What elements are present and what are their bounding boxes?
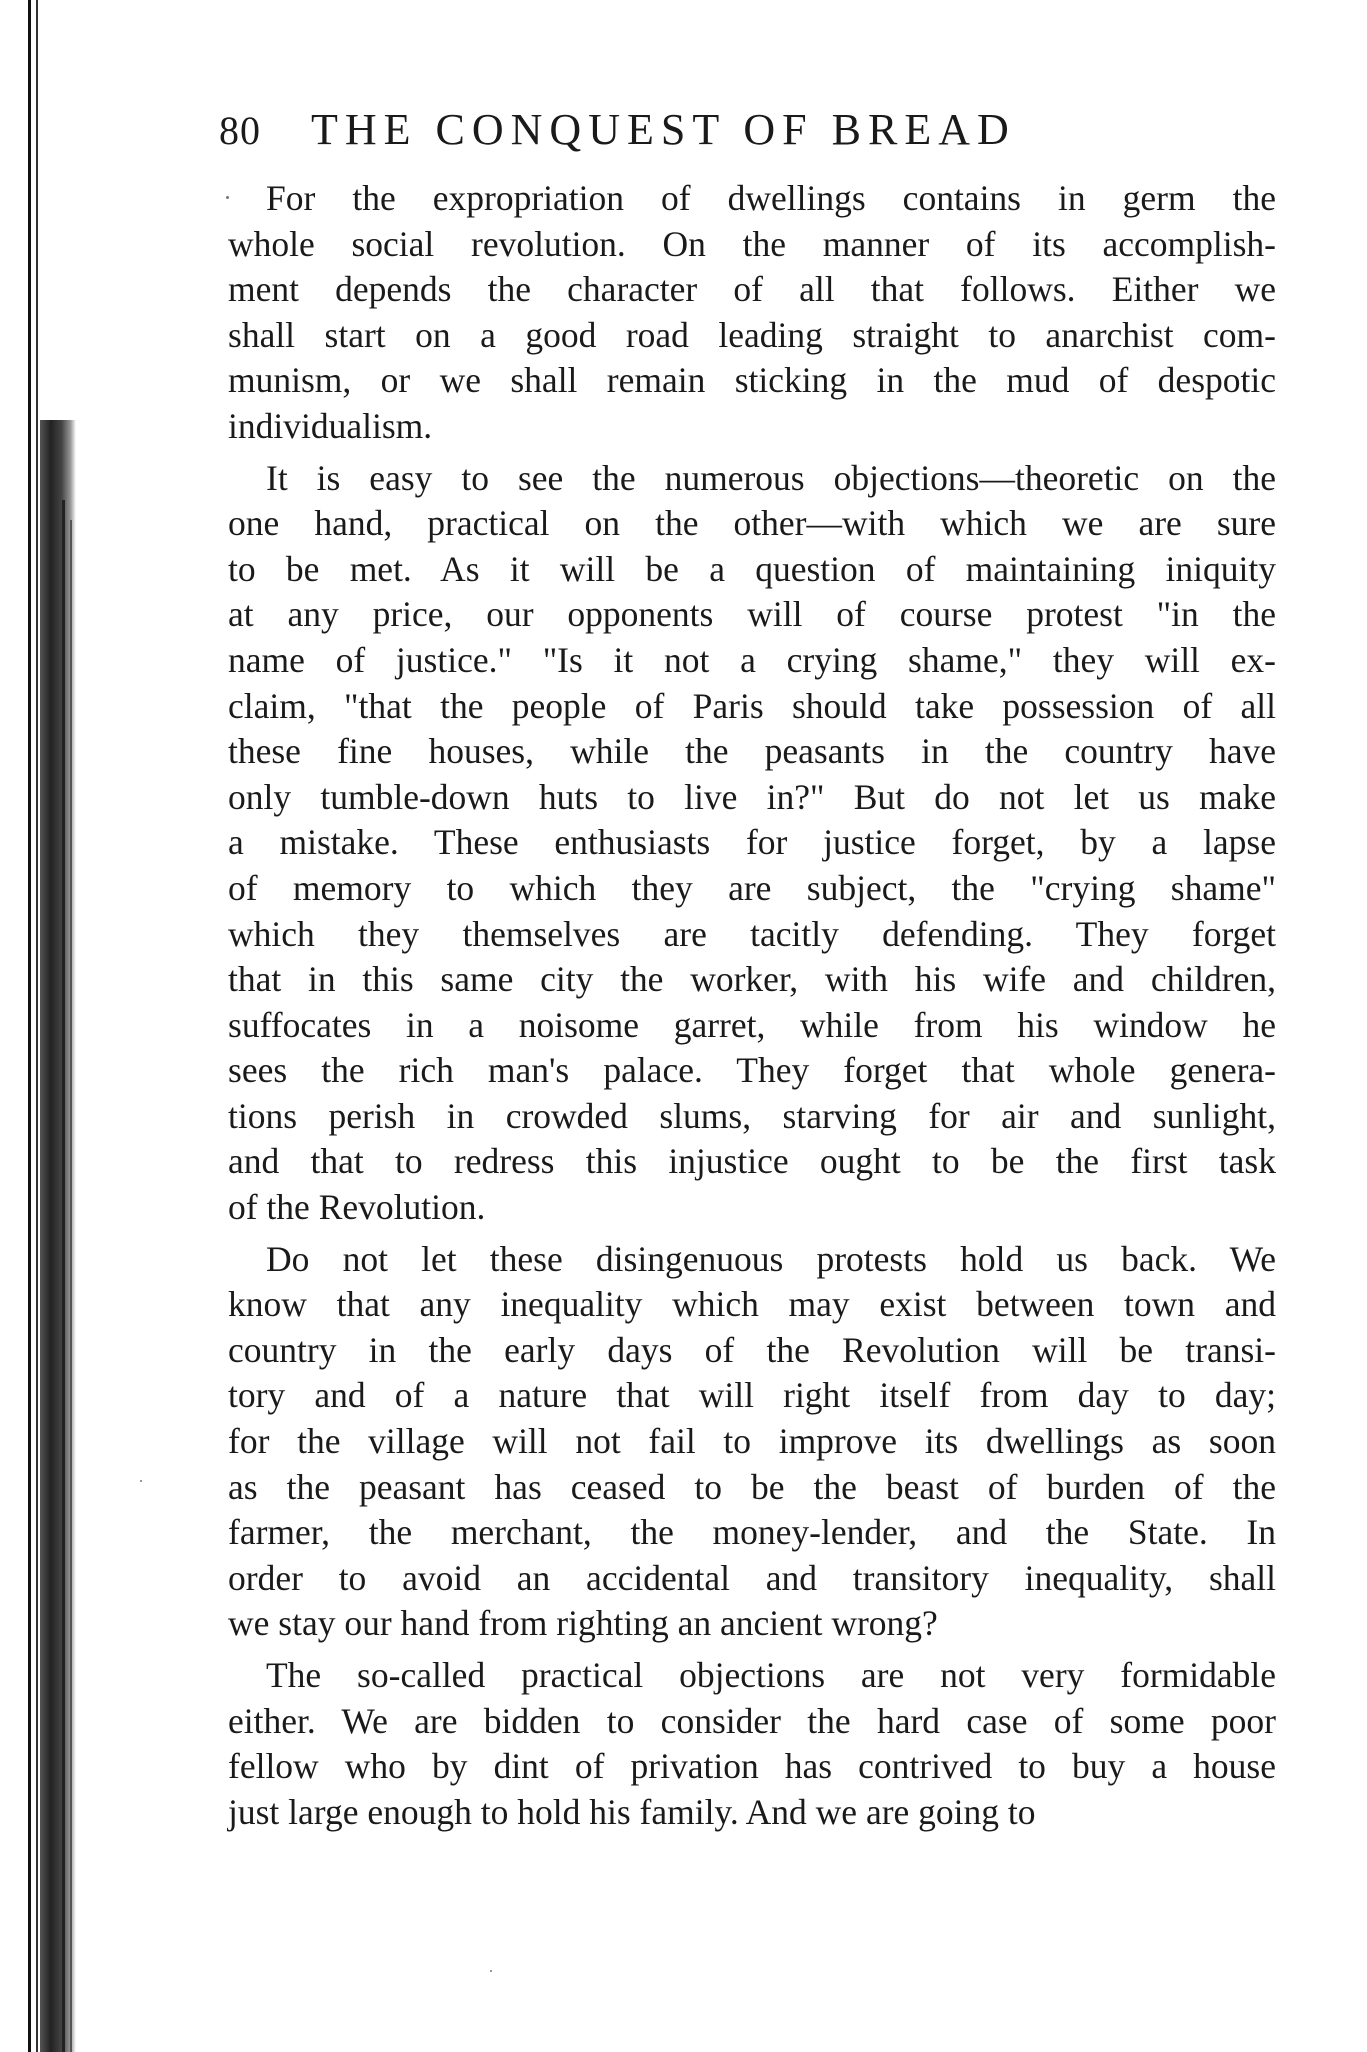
text-line: shall start on a good road leading straight to anarchist com- [228,314,1276,355]
text-line: of the Revolution. [228,1187,486,1228]
running-header [219,104,1179,164]
gutter-line [28,0,31,2052]
text-line: order to avoid an accidental and transitory inequality, shall [228,1557,1276,1598]
text-line: these fine houses, while the peasants in the country have [228,731,1276,772]
gutter-line [36,0,38,2052]
text-line: one hand, practical on the other—with which we are sure [228,503,1276,544]
paragraph [228,176,1276,450]
gutter-line [62,500,65,2052]
scan-speck [490,1970,492,1972]
text-line: we stay our hand from righting an ancient wrong? [228,1603,938,1644]
text-line: and that to redress this injustice ought to be the first task [228,1141,1276,1182]
running-title: THE CONQUEST OF BREAD [311,105,1016,154]
paragraph [228,1237,1276,1647]
text-line: name of justice." "Is it not a crying shame," they will ex- [228,639,1276,680]
text-line: either. We are bidden to consider the hard case of some poor [228,1700,1276,1741]
scan-gutter [0,0,92,2052]
text-line: suffocates in a noisome garret, while from his window he [228,1004,1276,1045]
text-line: It is easy to see the numerous objections—theoretic on the [266,457,1276,498]
text-line: The so-called practical objections are not very formidable [266,1655,1276,1695]
text-line: tions perish in crowded slums, starving for air and sunlight, [228,1095,1276,1136]
text-line: just large enough to hold his family. And we are going to [228,1791,1036,1832]
text-line: munism, or we shall remain sticking in the mud of despotic [228,360,1276,401]
text-line: farmer, the merchant, the money-lender, and the State. In [228,1512,1276,1553]
text-line: country in the early days of the Revolution will be transi- [228,1329,1276,1370]
text-line: that in this same city the worker, with his wife and children, [228,959,1276,1000]
text-line: which they themselves are tacitly defending. They forget [228,913,1276,954]
text-line: ment depends the character of all that follows. Either we [228,269,1276,310]
text-line: claim, "that the people of Paris should take possession of all [228,685,1276,726]
text-line: individualism. [228,405,433,446]
text-line: at any price, our opponents will of course protest "in the [228,594,1276,635]
text-line: Do not let these disingenuous protests hold us back. We [266,1238,1276,1279]
text-line: sees the rich man's palace. They forget that whole genera- [228,1050,1276,1091]
text-line: know that any inequality which may exist between town and [228,1284,1276,1325]
text-line: only tumble-down huts to live in?" But do not let us make [228,776,1276,817]
paragraph [228,1653,1276,1835]
text-line: to be met. As it will be a question of maintaining iniquity [228,548,1276,589]
text-line: of memory to which they are subject, the "crying shame" [228,867,1276,908]
gutter-line [70,520,72,2052]
paragraph [228,456,1276,1231]
text-line: fellow who by dint of privation has contrived to buy a house [228,1746,1276,1787]
text-line: as the peasant has ceased to be the beast of burden of the [228,1466,1276,1507]
text-line: whole social revolution. On the manner of its accomplish- [228,223,1276,264]
body-text [228,176,1276,1841]
text-line: tory and of a nature that will right itself from day to day; [228,1375,1276,1416]
scan-speck [140,1480,142,1482]
page-number: 80 [219,108,261,153]
text-line: For the expropriation of dwellings contains in germ the [266,178,1276,218]
text-line: for the village will not fail to improve its dwellings as soon [228,1421,1276,1462]
text-line: a mistake. These enthusiasts for justice forget, by a lapse [228,822,1276,863]
